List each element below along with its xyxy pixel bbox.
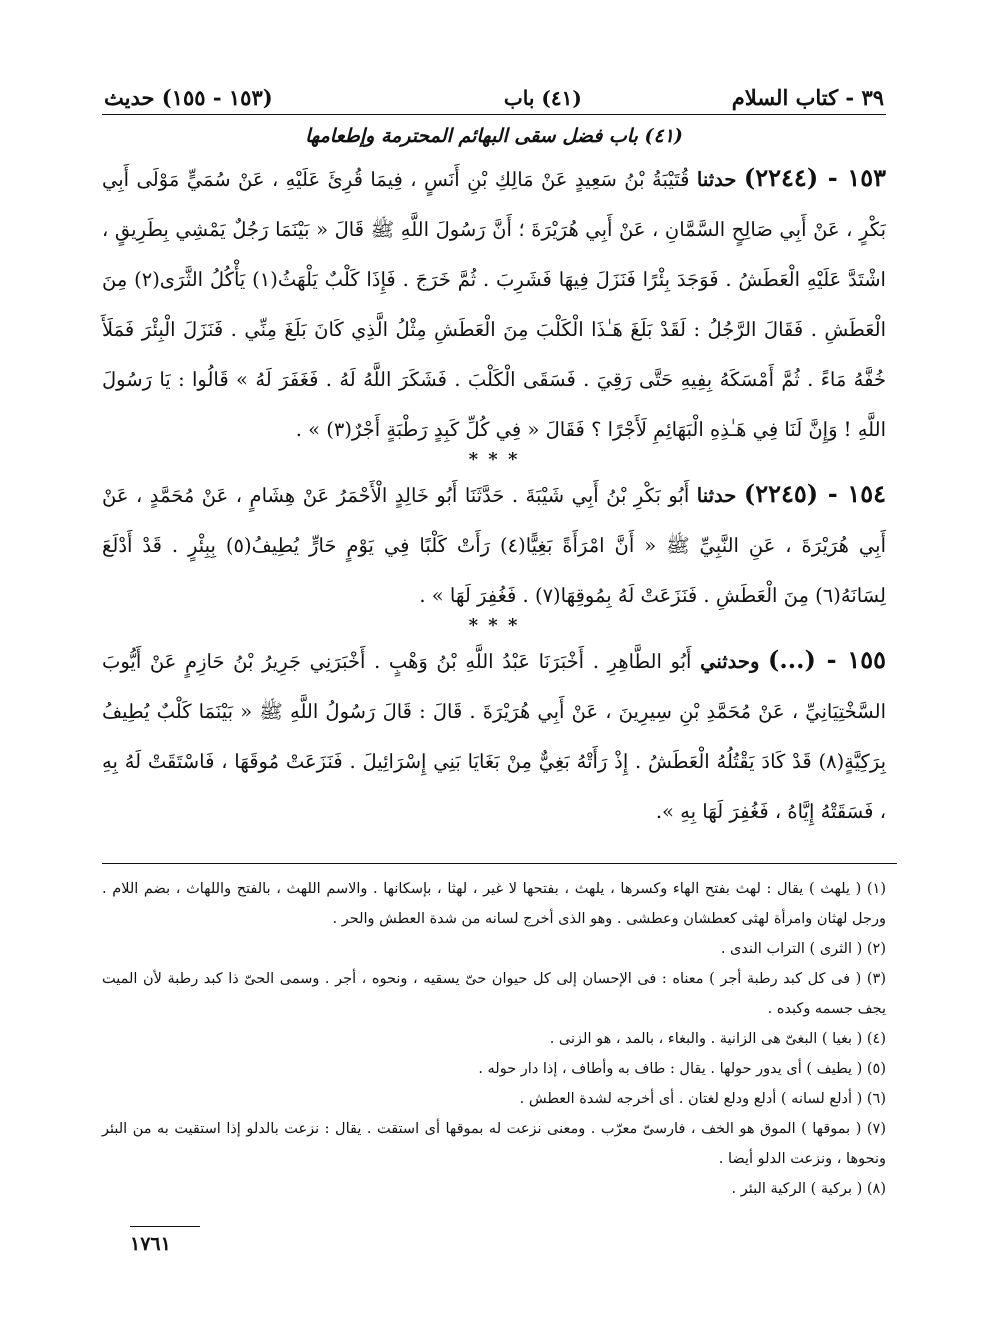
separator-stars: * * * xyxy=(468,615,520,636)
header-book-title: ٣٩ - كتاب السلام xyxy=(731,85,884,110)
footnote-item: (٣) ( فى كل كبد رطبة أجر ) معناه : فى الإحسان إلى كل حيوان حىّ يسقيه ، ونحوه ، أجر . وسمى الحىّ ذا كبد رطبة لأن الميت يجف جسمه وكبده . xyxy=(102,971,886,1017)
footnotes xyxy=(102,874,886,1204)
hadith-sanad: حدثنا xyxy=(696,168,737,191)
hadith-155 xyxy=(102,635,886,837)
footnote-divider xyxy=(102,863,897,864)
hadith-154 xyxy=(102,469,886,621)
footnote-item: (٥) ( يطيف ) أى يدور حولها . يقال : طاف به وأطاف ، إذا دار حوله . xyxy=(478,1061,886,1077)
footnote-item: (٢) ( الثرى ) التراب الندى . xyxy=(720,941,886,957)
footnote-item: (٧) ( بموقها ) الموق هو الخف ، فارسىّ معرّب . ومعنى نزعت له بموقها أى استقت . يقال : نزعت بالدلو إذا استقيت به من البئر ونحوها ، ونزعت الدلو أيضا . xyxy=(102,1121,886,1167)
separator-stars: * * * xyxy=(468,449,520,470)
footnote-item: (٤) ( بغيا ) البغىّ هى الزانية . والبغاء ، بالمد ، هو الزنى . xyxy=(549,1031,886,1047)
header-chapter: (٤١) باب xyxy=(503,86,582,110)
chapter-title: (٤١) باب فضل سقى البهائم المحترمة وإطعامها xyxy=(305,125,683,147)
hadith-text: قُتَيْبَةُ بْنُ سَعِيدٍ عَنْ مَالِكِ بْنِ أَنَسٍ ، فِيمَا قُرِئَ عَلَيْهِ ، عَنْ سُمَيٍّ مَوْلَى أَبِي بَكْرٍ ، عَنْ أَبِي صَالِحٍ السَّمَّانِ ، عَنْ أَبِي هُرَيْرَةَ ؛ أَنَّ رَسُولَ اللَّهِ ﷺ قَالَ « بَيْنَمَا رَجُلٌ يَمْشِي بِطَرِيقٍ ، اشْتَدَّ عَلَيْهِ الْعَطَشُ . فَوَجَدَ بِئْرًا فَنَزَلَ فِيهَا فَشَرِبَ . ثُمَّ خَرَجَ . فَإِذَا كَلْبٌ يَلْهَثُ(١) يَأْكُلُ الثَّرَى(٢) مِنَ الْعَطَشِ . فَقَالَ الرَّجُلُ : لَقَدْ بَلَغَ هَـٰذَا الْكَلْبَ مِنَ الْعَطَشِ مِثْلُ الَّذِي كَانَ بَلَغَ مِنِّي . فَنَزَلَ الْبِئْرَ فَمَلَأَ خُفَّهُ مَاءً . ثُمَّ أَمْسَكَهُ بِفِيهِ حَتَّى رَقِيَ . فَسَقَى الْكَلْبَ . فَشَكَرَ اللَّهُ لَهُ . فَغَفَرَ لَهُ » قَالُوا : يَا رَسُولَ اللَّهِ ! وَإِنَّ لَنَا فِي هَـٰذِهِ الْبَهَائِمِ لَأَجْرًا ؟ فَقَالَ « فِي كُلِّ كَبِدٍ رَطْبَةٍ أَجْرٌ(٣) » . xyxy=(102,168,886,441)
hadith-153 xyxy=(102,153,886,455)
hadith-number: ١٥٤ - (٢٢٤٥) xyxy=(743,479,887,508)
hadith-number: ١٥٥ - (...) xyxy=(768,645,887,674)
hadith-sanad: وحدثني xyxy=(700,650,760,673)
hadith-number: ١٥٣ - (٢٢٤٤) xyxy=(743,163,887,192)
hadith-text: أَبُو بَكْرِ بْنُ أَبِي شَيْبَةَ . حَدَّثَنَا أَبُو خَالِدٍ الْأَحْمَرُ عَنْ هِشَامٍ ، عَنْ مُحَمَّدٍ ، عَنْ أَبِي هُرَيْرَةَ ، عَنِ النَّبِيِّ ﷺ « أَنَّ امْرَأَةً بَغِيًّا(٤) رَأَتْ كَلْبًا فِي يَوْمٍ حَارٍّ يُطِيفُ(٥) بِبِئْرٍ . قَدْ أَدْلَعَ لِسَانَهُ(٦) مِنَ الْعَطَشِ . فَنَزَعَتْ لَهُ بِمُوقِهَا(٧) . فَغُفِرَ لَهَا » . xyxy=(102,484,887,607)
footnote-item: (١) ( يلهث ) يقال : لهث بفتح الهاء وكسرها ، يلهث ، بفتحها لا غير ، لهثا ، بإسكانها . والاسم اللهث ، بالفتح واللهاث ، بضم اللام . ورجل لهثان وامرأة لهثى كعطشان وعطشى . وهو الذى أخرج لسانه من شدة العطش والحر . xyxy=(102,881,886,927)
page-number: ١٧٦١ xyxy=(130,1226,200,1255)
hadith-sanad: حدثنا xyxy=(696,484,737,507)
footnote-item: (٦) ( أدلع لسانه ) أدلع ودلع لغتان . أى أخرجه لشدة العطش . xyxy=(519,1091,886,1107)
running-header xyxy=(102,80,886,115)
header-hadith-range: (١٥٣ - ١٥٥) حديث xyxy=(104,85,273,110)
hadith-text: أَبُو الطَّاهِرِ . أَخْبَرَنَا عَبْدُ اللَّهِ بْنُ وَهْبٍ . أَخْبَرَنِي جَرِيرُ بْنُ حَازِمٍ عَنْ أَيُّوبَ السَّخْتِيَانِيِّ ، عَنْ مُحَمَّدِ بْنِ سِيرِينَ ، عَنْ أَبِي هُرَيْرَةَ . قَالَ : قَالَ رَسُولُ اللَّهِ ﷺ « بَيْنَمَا كَلْبٌ يُطِيفُ بِرَكِيَّةٍ(٨) قَدْ كَادَ يَقْتُلُهُ الْعَطَشُ . إِذْ رَأَتْهُ بَغِيٌّ مِنْ بَغَايَا بَنِي إِسْرَائِيلَ . فَنَزَعَتْ مُوقَهَا ، فَاسْتَقَتْ لَهُ بِهِ ، فَسَقَتْهُ إِيَّاهُ ، فَغُفِرَ لَهَا بِهِ ». xyxy=(102,650,886,823)
footnote-item: (٨) ( بركية ) الركية البئر . xyxy=(731,1181,886,1197)
